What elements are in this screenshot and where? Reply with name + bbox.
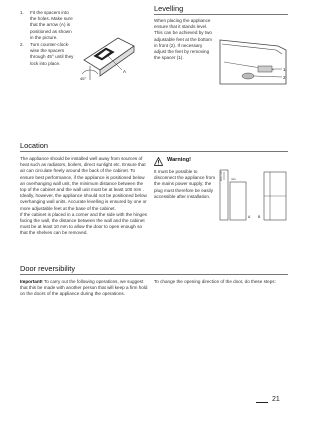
levelling-rule <box>154 14 288 15</box>
warning-body: It must be possible to disconnect the appliance from the mains power supply; the plug must therefore be easily accessible after installation. <box>154 169 216 199</box>
spacer-step-1 <box>20 10 74 41</box>
step-text: Fit the spacers into the holes. Make sure that the arrow (A) is positioned as shown in the picture. <box>30 10 73 40</box>
spacer-steps <box>20 10 74 68</box>
door-heading: Door reversibility <box>20 264 76 273</box>
levelling-figure <box>218 36 290 88</box>
important-label: Important! <box>20 279 43 284</box>
spacer-step-2 <box>20 42 74 67</box>
warning-icon <box>154 157 163 166</box>
location-rule <box>20 151 288 152</box>
figure-label-a: A <box>123 69 127 74</box>
clearance-label-a: A <box>248 215 251 219</box>
location-body: The appliance should be installed well away from sources of heat such as radiators, boilers, direct sunlight etc. Ensure that air can circulate freely around the back of the cabinet. To ensure best performance, if the appliance is positioned below an overhanging wall unit, the minimum distance between the top of the cabinet and the wall unit must be at least 100 mm . Ideally, however, the appliance should not be positioned below overhanging wall units. Accurate levelling is ensured by one or more adjustable feet at the base of the cabinet. If the cabinet is placed in a corner and the side with the hinges facing the wall, the distance between the wall and the cabinet must be at least 10 mm to allow the door to open enough so that the shelves can be removed. <box>20 156 147 236</box>
door-rule <box>20 274 288 275</box>
page-number-rule <box>256 402 268 403</box>
levelling-heading: Levelling <box>154 4 184 13</box>
clearance-label-100mm: 100 mm <box>219 170 223 181</box>
levelling-label-1: 1 <box>283 67 286 72</box>
warning-title: Warning! <box>167 157 192 163</box>
step-number: 2. <box>20 42 24 48</box>
clearance-label-min: min <box>231 177 236 181</box>
spacer-figure <box>78 30 136 82</box>
clearance-label-b: B <box>258 215 261 219</box>
step-number: 1. <box>20 10 24 15</box>
levelling-body: When placing the appliance ensure that it stands level. This can be achieved by two adjustable feet at the bottom in front (2). If necessary adjust the feet by removing the spacer (1). <box>154 18 212 61</box>
figure-angle-label: 45° <box>80 76 87 81</box>
door-right-text: To change the opening direction of the door, do these steps: <box>154 279 276 284</box>
clearance-figure <box>218 168 288 222</box>
step-text: Turn counter-clock-wise the spacers through 45° until they lock into place. <box>30 42 74 66</box>
door-body <box>20 279 148 298</box>
levelling-label-2: 2 <box>283 75 286 80</box>
page-number: 21 <box>272 396 280 403</box>
door-body-text: To carry out the following operations, we suggest that this be made with another person that will keep a firm hold on the doors of the appliance during the operations. <box>20 279 148 297</box>
location-heading: Location <box>20 141 48 150</box>
